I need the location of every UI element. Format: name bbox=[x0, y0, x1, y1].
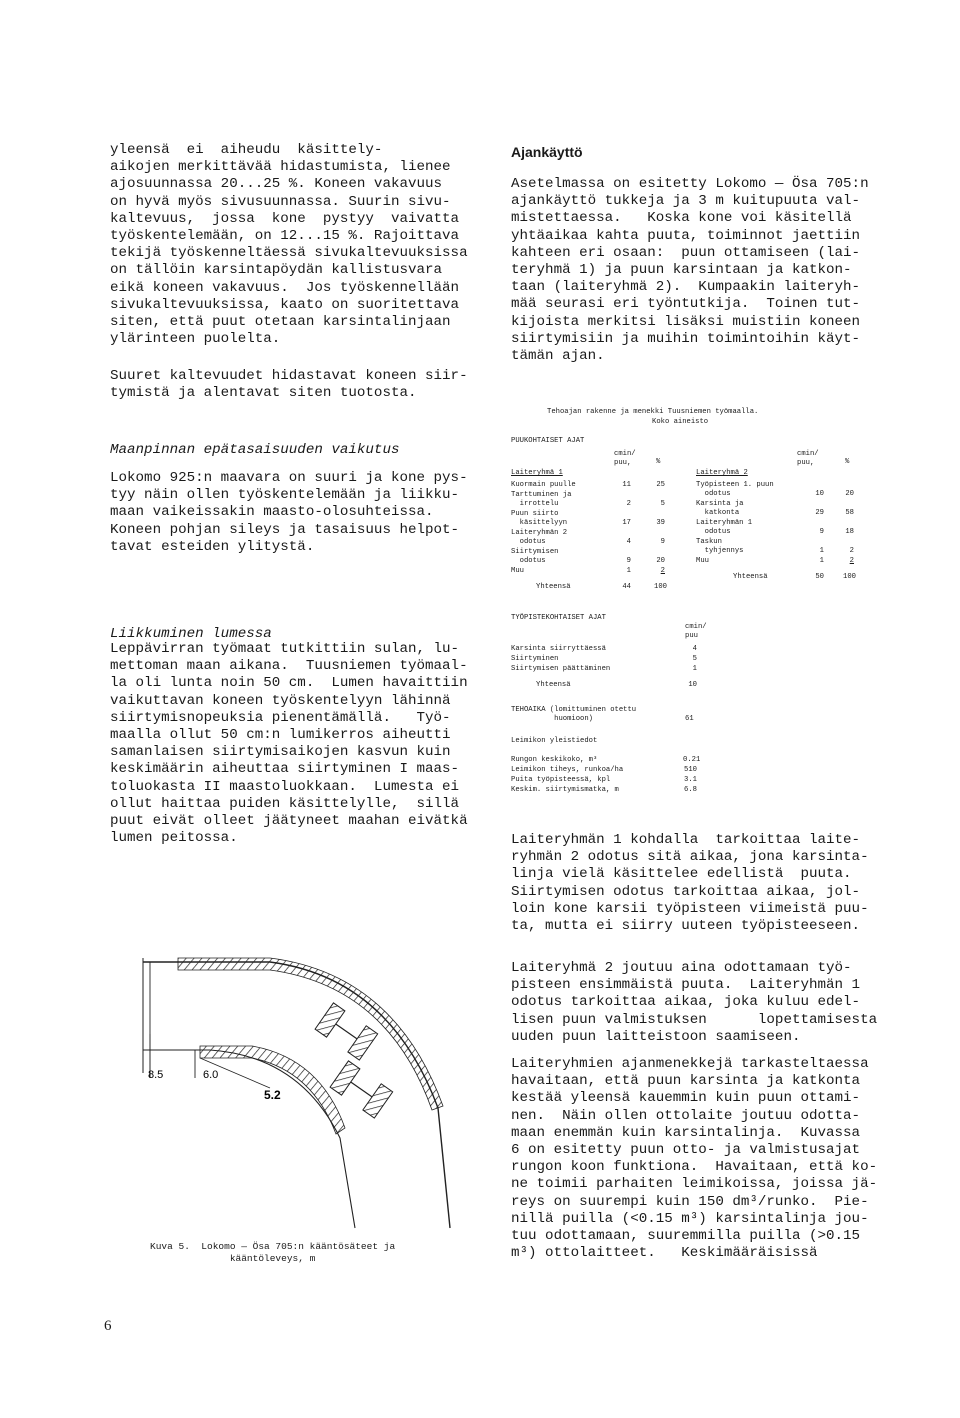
table-row-value: 9 bbox=[626, 557, 631, 565]
left-para-4: Leppävirran työmaat tutkittiin sulan, lu- mettoman maan aikana. Tuusniemen työmaal- la oli lunta noin 50 cm. Lumen havaittiin vaikuttavan koneen työskentelyyn lähinnä siirtymisnopeuksia pienentämällä. Työ- maalla ollut 50 cm:n lumikerros aiheutti samanlaisen siirtymisaikojen kasvun kuin keskimäärin aiheuttaa siirtyminen I maas- toluokasta II maastoluokkaan. Lumesta ei ollut haittaa puiden käsittelylle, sillä puut eivät olleet jäätyneet maahan eivätkä lumen peitossa. bbox=[110, 641, 468, 847]
dim-label-a: 8.5 bbox=[148, 1069, 164, 1081]
table-row-label: Taskun tyhjennys bbox=[696, 538, 744, 555]
table-row-value: 0.21 bbox=[683, 756, 701, 764]
table-title: Tehoajan rakenne ja menekki Tuusniemen työmaalla. bbox=[547, 408, 759, 416]
outer-arc bbox=[143, 962, 450, 1228]
table-row-percent: 58 bbox=[845, 509, 854, 517]
table-total-value: 10 bbox=[688, 681, 697, 689]
table-row-percent: 2 bbox=[660, 567, 665, 575]
table-row-value: 4 bbox=[692, 645, 697, 653]
table-row-value: 11 bbox=[622, 481, 631, 489]
dim-label-c: 5.2 bbox=[264, 1088, 281, 1102]
table-row-value: 1 bbox=[692, 665, 697, 673]
table-row-label: Siirtyminen bbox=[511, 655, 559, 663]
table-total-percent: 100 bbox=[654, 583, 667, 591]
table-row-value: 4 bbox=[626, 538, 631, 546]
table-row-percent: 20 bbox=[656, 557, 665, 565]
table-row-label: Työpisteen 1. puun odotus bbox=[696, 481, 774, 498]
table-total-label: Yhteensä bbox=[536, 583, 571, 591]
group1-title: Laiteryhmä 1 bbox=[511, 469, 563, 477]
table-row-value: 17 bbox=[622, 519, 631, 527]
table-row-percent: 9 bbox=[660, 538, 665, 546]
table-row-value: 2 bbox=[626, 500, 631, 508]
table-row-value: 6.8 bbox=[684, 786, 697, 794]
section-puukohtaiset: PUUKOHTAISET AJAT bbox=[511, 437, 585, 445]
unit-header-2: cmin/ puu, bbox=[797, 450, 819, 467]
table-row-value: 510 bbox=[684, 766, 697, 774]
table-row-value: 9 bbox=[819, 528, 824, 536]
table-row-value: 10 bbox=[815, 490, 824, 498]
table-row-value: 1 bbox=[819, 557, 824, 565]
dim-label-b: 6.0 bbox=[203, 1069, 219, 1081]
left-para-3: Lokomo 925:n maavara on suuri ja kone pys- tyy näin ollen työskentelemään ja liikku- maan vaikeissakin maasto-olosuhteissa. Koneen pohjan sileys ja tasaisuus helpot- tavat esteiden ylitystä. bbox=[110, 470, 468, 555]
pct-header-2: % bbox=[845, 458, 850, 466]
table-row-value: 3.1 bbox=[684, 776, 697, 784]
table-subtitle: Koko aineisto bbox=[652, 418, 709, 426]
figure-caption: Kuva 5. Lokomo — Ösa 705:n kääntösäteet ja kääntöleveys, m bbox=[150, 1241, 396, 1264]
table-row-label: Siirtymisen odotus bbox=[511, 548, 559, 565]
turning-radius-figure bbox=[140, 938, 470, 1238]
table-total-percent: 100 bbox=[843, 573, 856, 581]
table-row-label: Rungon keskikoko, m³ bbox=[511, 756, 598, 764]
table-row-label: Muu bbox=[696, 557, 709, 565]
table-row-label: Puita työpisteessä, kpl bbox=[511, 776, 611, 784]
section-tyopistekohtaiset: TYÖPISTEKOHTAISET AJAT bbox=[511, 614, 606, 622]
table-row-label: Karsinta siirryttäessä bbox=[511, 645, 606, 653]
table-row-label: Puun siirto käsittelyyn bbox=[511, 510, 568, 527]
table-row-label: Laiteryhmän 2 odotus bbox=[511, 529, 568, 546]
tehoaika-value: 61 bbox=[685, 715, 694, 723]
table-row-label: Laiteryhmän 1 odotus bbox=[696, 519, 753, 536]
heading-liikkuminen: Liikkuminen lumessa bbox=[110, 626, 272, 642]
left-para-2: Suuret kaltevuudet hidastavat koneen siir- tymistä ja alentavat siten tuotosta. bbox=[110, 368, 468, 402]
right-para-1: Asetelmassa on esitetty Lokomo — Ösa 705:n ajankäyttö tukkeja ja 3 m kuitupuuta val- mistettaessa. Koska kone voi käsitellä yhtäaikaa kahta puuta, toiminnot jaettiin kahteen eri osaan: puun ottamiseen (lai- teryhmä 1) ja puun karsintaan ja katkon- taan (laiteryhmä 2). Kumpaakin laiteryh- mää seurasi eri työntutkija. Toinen tut- kijoista merkitsi lisäksi muistiin koneen siirtymisiin ja muihin toimintoihin käyt- tämän ajan. bbox=[511, 176, 869, 365]
table-row-percent: 39 bbox=[656, 519, 665, 527]
table-total-label: Yhteensä bbox=[733, 573, 768, 581]
table-total-value: 50 bbox=[815, 573, 824, 581]
heading-ajankaytto: Ajankäyttö bbox=[511, 144, 583, 160]
left-para-1: yleensä ei aiheudu käsittely- aikojen merkittävää hidastumista, lienee ajosuunnassa 20...25 %. Koneen vakavuus on hyvä myös sivusuunnassa. Suurin sivu- kaltevuus, jossa kone pystyy vaivatta työskentelemään, on 12...15 %. Rajoittava tekijä työskenneltäessä sivukaltevuuksissa on tällöin karsintapöydän kallistusvara eikä koneen vakavuus. Jos työskennellään sivukaltevuuksissa, kaato on suoritettava siten, että puut otetaan karsintalinjaan ylärinteen puolelta. bbox=[110, 142, 468, 348]
table-row-percent: 5 bbox=[660, 500, 665, 508]
table-row-label: Kuormain puulle bbox=[511, 481, 576, 489]
right-para-4: Laiteryhmien ajanmenekkejä tarkasteltaessa havaitaan, että puun karsinta ja katkonta kestää yleensä kauemmin kuin puun ottami- nen. Näin ollen ottolaite joutuu odotta- maan enemmän kuin karsintalinja. Kuvassa 6 on esitetty puun otto- ja valmistusajat rungon koon funktiona. Havaitaan, että ko- ne toimii parhaiten leimikoissa, joissa jä- reys on suurempi kuin 150 dm³/runko. Pie- nillä puilla (<0.15 m³) karsintalinja jou- tuu odottamaan, suuremmilla puilla (>0.15 m³) ottolaitteet. Keskimääräisissä bbox=[511, 1056, 878, 1262]
table-row-percent: 18 bbox=[845, 528, 854, 536]
heading-maanpinta: Maanpinnan epätasaisuuden vaikutus bbox=[110, 442, 400, 458]
table-row-label: Leimikon tiheys, runkoa/ha bbox=[511, 766, 624, 774]
page-number: 6 bbox=[104, 1318, 112, 1334]
right-para-2: Laiteryhmän 1 kohdalla tarkoittaa laite- ryhmän 2 odotus sitä aikaa, jona karsinta- linja vielä käsittelee edellistä puuta. Siirtymisen odotus tarkoittaa aikaa, jol- loin kone karsii työpisteen viimeistä puu- ta, mutta ei siirry uuteen työpisteeseen. bbox=[511, 832, 869, 935]
table-row-percent: 2 bbox=[849, 557, 854, 565]
tehoaika-label: TEHOAIKA (lomittuminen otettu huomioon) bbox=[511, 706, 637, 723]
pct-header-1: % bbox=[656, 458, 661, 466]
table-row-percent: 2 bbox=[849, 547, 854, 555]
table-row-value: 1 bbox=[626, 567, 631, 575]
table-row-label: Siirtymisen päättäminen bbox=[511, 665, 611, 673]
section-leimikko: Leimikon yleistiedot bbox=[511, 737, 598, 745]
table-total-value: 44 bbox=[622, 583, 631, 591]
table-row-label: Tarttuminen ja irrottelu bbox=[511, 491, 572, 508]
table-row-label: Keskim. siirtymismatka, m bbox=[511, 786, 619, 794]
right-para-3: Laiteryhmä 2 joutuu aina odottamaan työ- pisteen ensimmäistä puuta. Laiteryhmän 1 odotus tarkoittaa aikaa, joka kuluu edel- lisen puun valmistuksen lopettamisesta uuden puun laitteistoon saamiseen. bbox=[511, 960, 878, 1045]
section2-unit: cmin/ puu bbox=[685, 623, 707, 640]
unit-header-1: cmin/ puu, bbox=[614, 450, 636, 467]
table-row-label: Karsinta ja katkonta bbox=[696, 500, 744, 517]
table-row-percent: 25 bbox=[656, 481, 665, 489]
table-row-percent: 20 bbox=[845, 490, 854, 498]
table-row-value: 1 bbox=[819, 547, 824, 555]
table-total-label: Yhteensä bbox=[536, 681, 571, 689]
table-row-label: Muu bbox=[511, 567, 524, 575]
table-row-value: 29 bbox=[815, 509, 824, 517]
inner-arc bbox=[143, 1050, 355, 1228]
group2-title: Laiteryhmä 2 bbox=[696, 469, 748, 477]
table-row-value: 5 bbox=[692, 655, 697, 663]
